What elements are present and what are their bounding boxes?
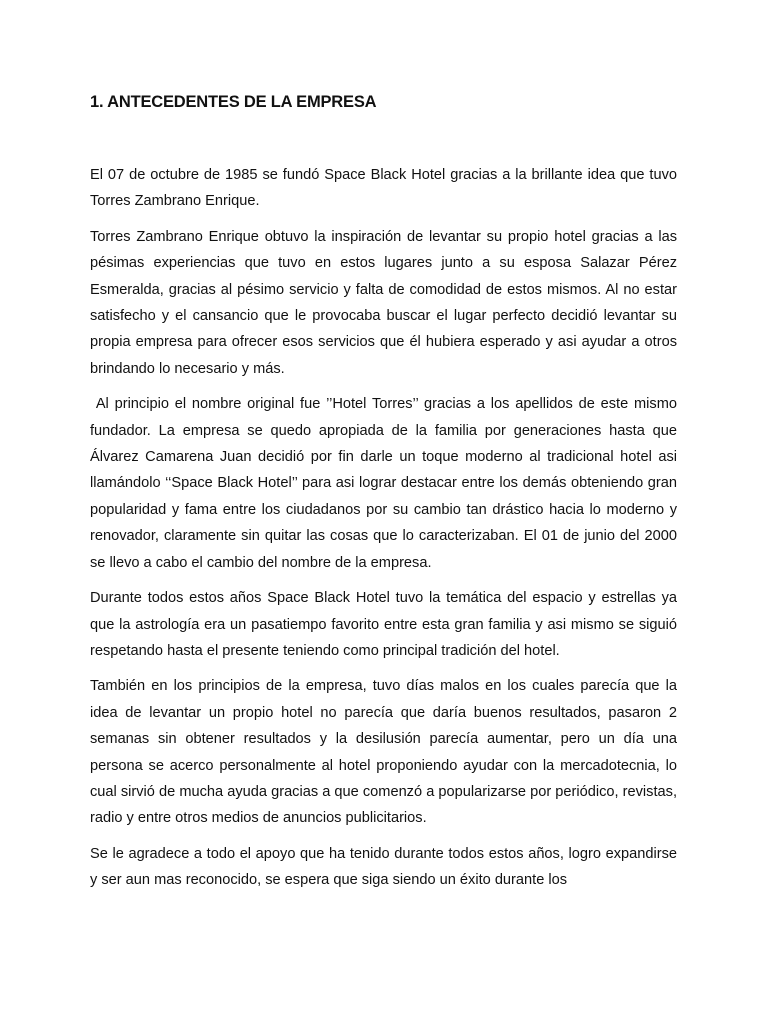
document-body: [90, 162, 677, 903]
section-heading: 1. ANTECEDENTES DE LA EMPRESA: [90, 93, 377, 111]
paragraph-thanks: Se le agradece a todo el apoyo que ha tenido durante todos estos años, logro expandirse y ser aun mas reconocido, se espera que siga siendo un éxito durante los: [90, 845, 677, 889]
paragraph-inspiration: Torres Zambrano Enrique obtuvo la inspiración de levantar su propio hotel gracias a las pésimas experiencias que tuvo en estos lugares junto a su esposa Salazar Pérez Esmeralda, gracias al pésimo servicio y falta de comodidad de estos mismos. Al no estar satisfecho y el cansancio que le provocaba buscar el lugar perfecto decidió levantar su propia empresa para ofrecer esos servicios que él hubiera esperado y asi ayudar a otros brindando lo necesario y más.: [90, 228, 677, 377]
paragraph-name-change: Al principio el nombre original fue ’’Hotel Torres’’ gracias a los apellidos de este mismo fundador. La empresa se quedo apropiada de la familia por generaciones hasta que Álvarez Camarena Juan decidió por fin darle un toque moderno al tradicional hotel asi llamándolo ‘‘Space Black Hotel’’ para asi lograr destacar entre los demás obteniendo gran popularidad y fama entre los ciudadanos por su cambio tan drástico hacia lo moderno y renovador, claramente sin quitar las cosas que lo caracterizaban. El 01 de junio del 2000 se llevo a cabo el cambio del nombre de la empresa.: [90, 396, 677, 571]
paragraph-early-struggles: También en los principios de la empresa, tuvo días malos en los cuales parecía que la idea de levantar un propio hotel no parecía que daría buenos resultados, pasaron 2 semanas sin obtener resultados y la desilusión parecía aumentar, pero un día una persona se acerco personalmente al hotel proponiendo ayudar con la mercadotecnia, lo cual sirvió de mucha ayuda gracias a que comenzó a popularizarse por periódico, revistas, radio y entre otros medios de anuncios publicitarios.: [90, 678, 677, 827]
paragraph-theme: Durante todos estos años Space Black Hotel tuvo la temática del espacio y estrellas ya que la astrología era un pasatiempo favorito entre esta gran familia y asi mismo se siguió respetando hasta el presente teniendo como principal tradición del hotel.: [90, 590, 677, 659]
paragraph-founding: El 07 de octubre de 1985 se fundó Space Black Hotel gracias a la brillante idea que tuvo Torres Zambrano Enrique.: [90, 167, 677, 210]
